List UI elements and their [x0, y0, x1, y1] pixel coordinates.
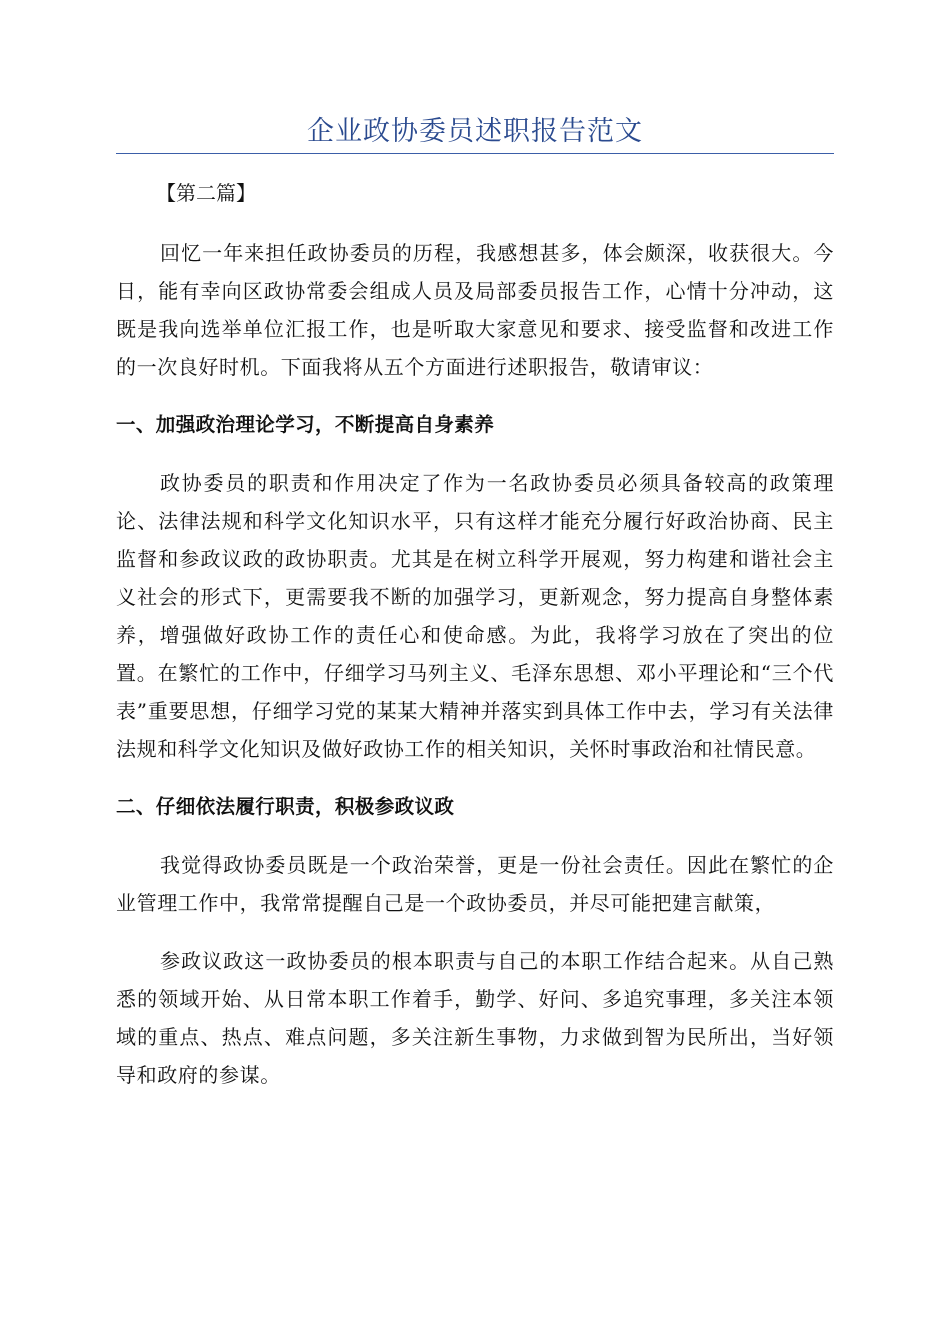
- title-underline: [116, 153, 834, 154]
- paragraph-1: 政协委员的职责和作用决定了作为一名政协委员必须具备较高的政策理论、法律法规和科学文化知识水平，只有这样才能充分履行好政治协商、民主监督和参政议政的政协职责。尤其是在树立科学开展观，努力构建和谐社会主义社会的形式下，更需要我不断的加强学习，更新观念，努力提高自身整体素养，增强做好政协工作的责任心和使命感。为此，我将学习放在了突出的位置。在繁忙的工作中，仔细学习马列主义、毛泽东思想、邓小平理论和“三个代表”重要思想，仔细学习党的某某大精神并落实到具体工作中去，学习有关法律法规和科学文化知识及做好政协工作的相关知识，关怀时事政治和社情民意。: [116, 471, 834, 761]
- intro-paragraph: 回忆一年来担任政协委员的历程，我感想甚多，体会颇深，收获很大。今日，能有幸向区政协常委会组成人员及局部委员报告工作，心情十分冲动，这既是我向选举单位汇报工作，也是听取大家意见和要求、接受监督和改进工作的一次良好时机。下面我将从五个方面进行述职报告，敬请审议：: [116, 241, 834, 379]
- document-body: [116, 174, 834, 1114]
- paragraph-2: 我觉得政协委员既是一个政治荣誉，更是一份社会责任。因此在繁忙的企业管理工作中，我常常提醒自己是一个政协委员，并尽可能把建言献策，: [116, 853, 834, 915]
- document-title: 企业政协委员述职报告范文: [307, 116, 643, 147]
- section-heading-2: 二、仔细依法履行职责，积极参政议政: [116, 795, 455, 818]
- section-label: 【第二篇】: [156, 181, 256, 205]
- section-heading-1: 一、加强政治理论学习，不断提高自身素养: [116, 413, 495, 436]
- paragraph-3: 参政议政这一政协委员的根本职责与自己的本职工作结合起来。从自己熟悉的领域开始、从日常本职工作着手，勤学、好问、多追究事理，多关注本领域的重点、热点、难点问题，多关注新生事物，力求做到智为民所出，当好领导和政府的参谋。: [116, 949, 834, 1087]
